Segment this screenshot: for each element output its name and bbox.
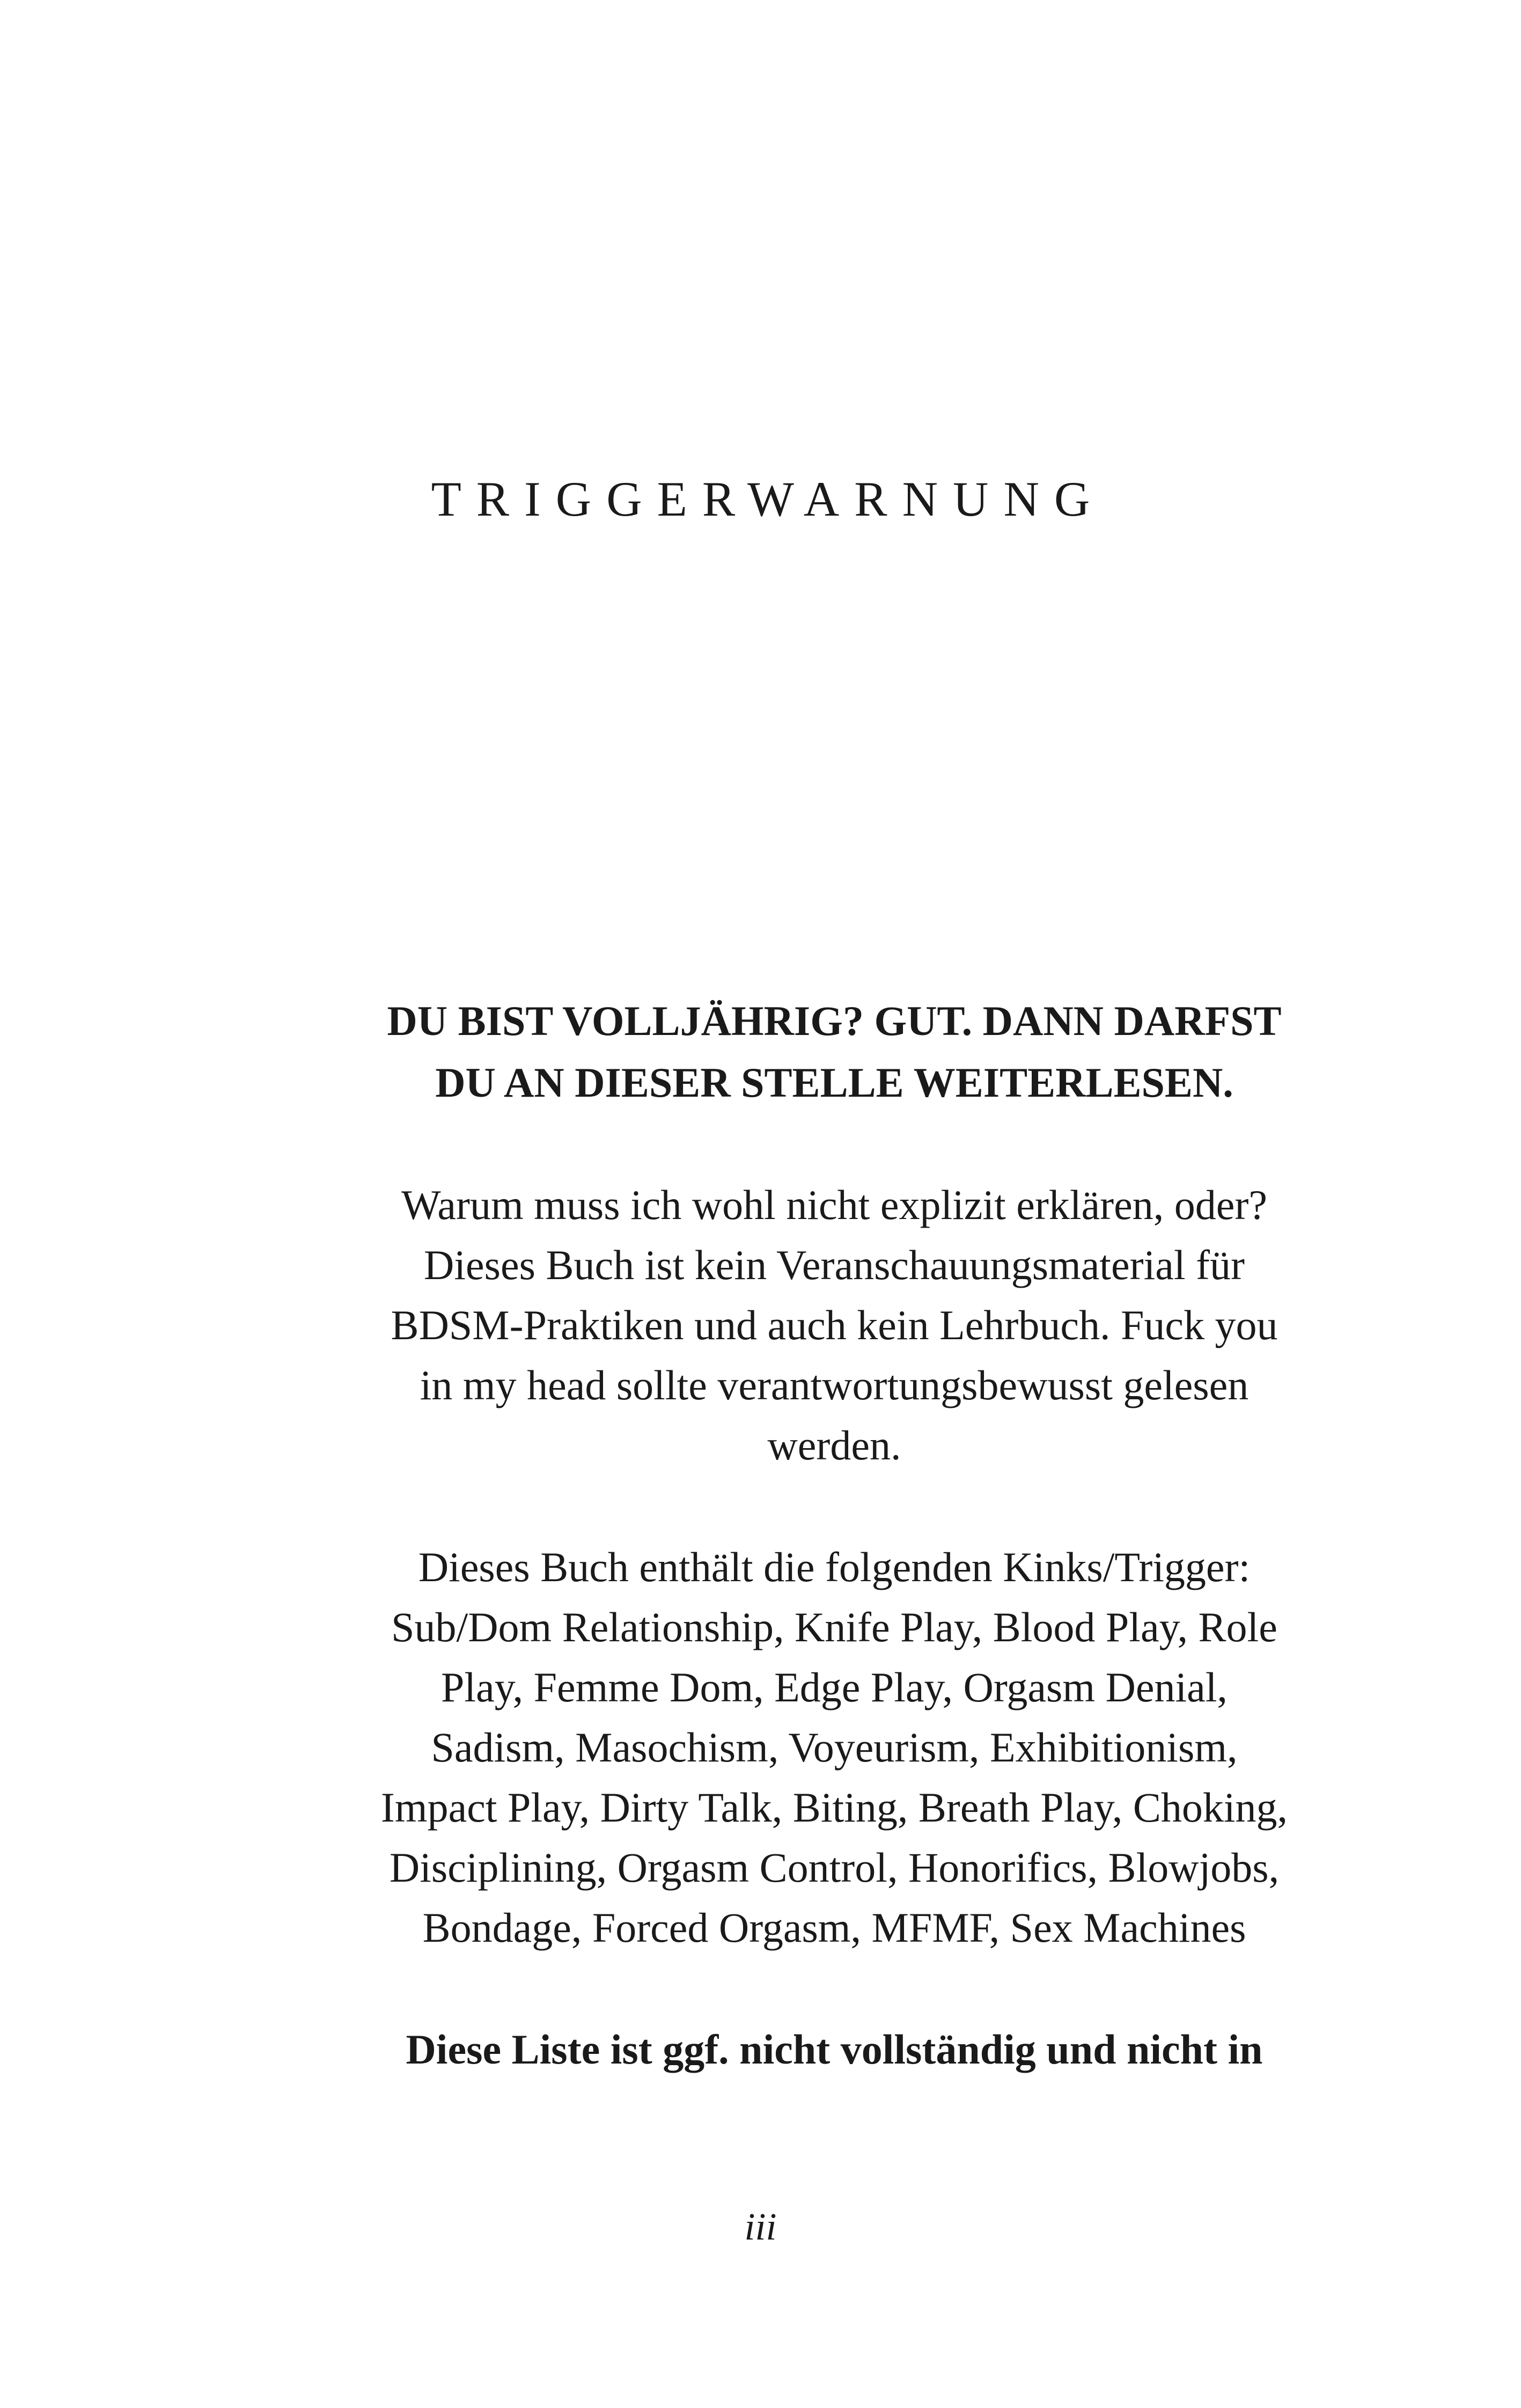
- trigger-list-paragraph: [333, 1537, 1336, 1958]
- age-warning-heading: [333, 990, 1336, 1113]
- paragraph-line: in my head sollte verantwortungsbewusst gelesen: [420, 1362, 1249, 1408]
- paragraph-line: Dieses Buch ist kein Veranschauungsmaterial für: [424, 1242, 1245, 1288]
- paragraph-line: Impact Play, Dirty Talk, Biting, Breath Play, Choking,: [380, 1784, 1288, 1831]
- paragraph-line: Bondage, Forced Orgasm, MFMF, Sex Machines: [422, 1904, 1246, 1951]
- disclaimer-paragraph: [333, 1175, 1336, 1475]
- paragraph-line: Disciplining, Orgasm Control, Honorifics, Blowjobs,: [389, 1844, 1280, 1891]
- paragraph-line: Play, Femme Dom, Edge Play, Orgasm Denial,: [441, 1664, 1228, 1710]
- heading-line: DU AN DIESER STELLE WEITERLESEN.: [435, 1059, 1233, 1106]
- heading-line: DU BIST VOLLJÄHRIG? GUT. DANN DARFST: [387, 997, 1282, 1044]
- paragraph-line: Sadism, Masochism, Voyeurism, Exhibitionism,: [431, 1724, 1238, 1771]
- page-title: TRIGGERWARNUNG: [431, 472, 1105, 526]
- paragraph-line: Sub/Dom Relationship, Knife Play, Blood Play, Role: [391, 1604, 1277, 1650]
- paragraph-line: Dieses Buch enthält die folgenden Kinks/Trigger:: [418, 1544, 1251, 1590]
- page-number: iii: [744, 2205, 777, 2248]
- paragraph-line: Warum muss ich wohl nicht explizit erklären, oder?: [401, 1181, 1267, 1228]
- paragraph-line: werden.: [767, 1422, 901, 1469]
- warning-body: [333, 990, 1336, 2080]
- paragraph-line: BDSM-Praktiken und auch kein Lehrbuch. Fuck you: [391, 1302, 1278, 1348]
- list-notice-paragraph: [333, 2020, 1336, 2080]
- paragraph-line: Diese Liste ist ggf. nicht vollständig und nicht in: [406, 2026, 1263, 2073]
